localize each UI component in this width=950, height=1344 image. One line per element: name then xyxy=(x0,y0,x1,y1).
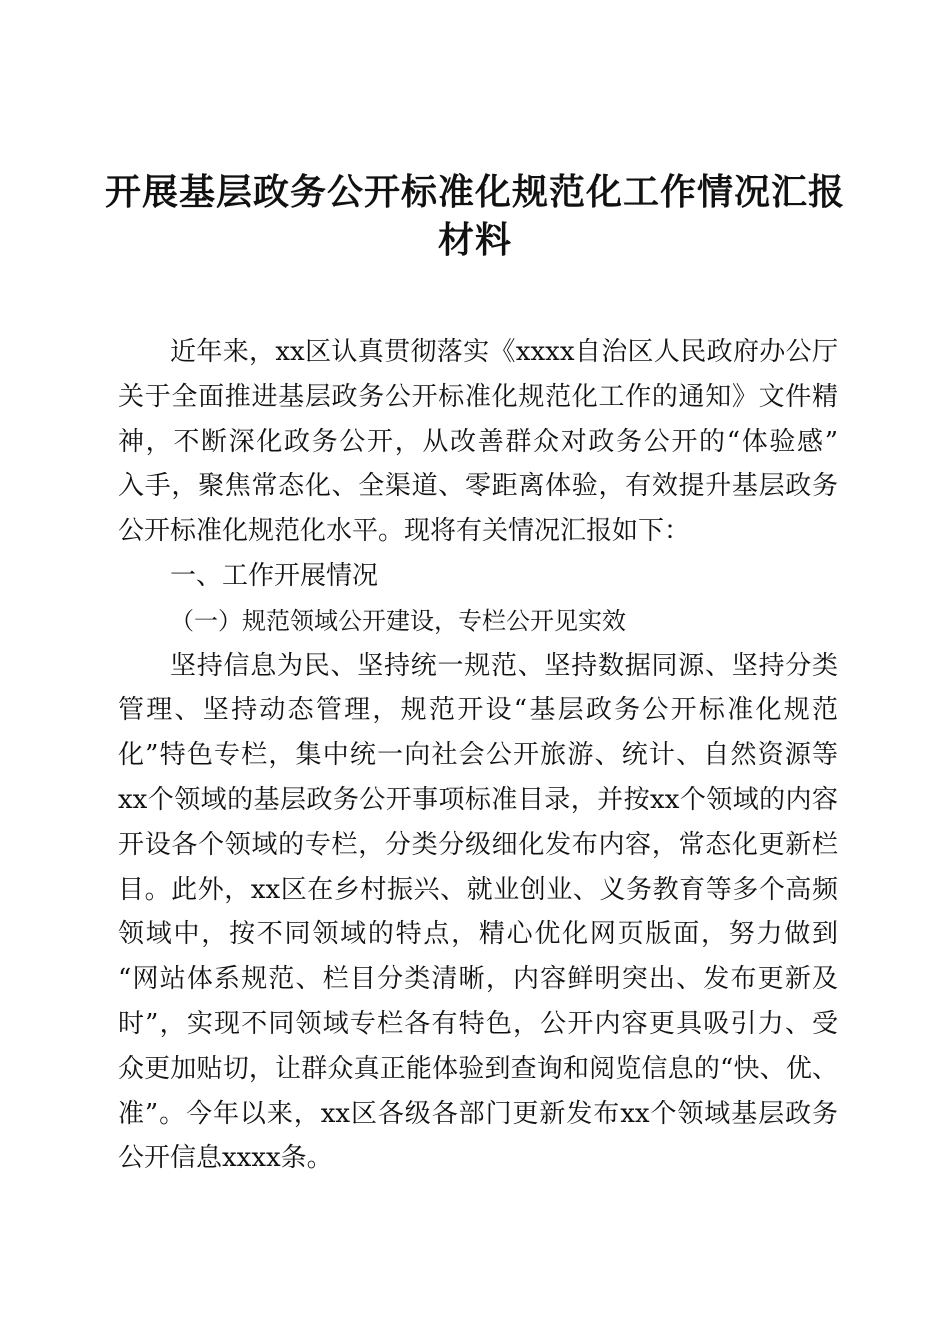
intro-line: 神，不断深化政务公开，从改善群众对政务公开的“体验感” xyxy=(118,426,838,457)
subsection-heading: （一）规范领域公开建设，专栏公开见实效 xyxy=(170,606,626,635)
section1-line: 准”。今年以来，xx区各级各部门更新发布xx个领域基层政务 xyxy=(118,1098,838,1129)
section1-line: 化”特色专栏，集中统一向社会公开旅游、统计、自然资源等 xyxy=(118,740,838,771)
section1-line: xx个领域的基层政务公开事项标准目录，并按xx个领域的内容 xyxy=(118,784,838,815)
section1-line: 目。此外，xx区在乡村振兴、就业创业、义务教育等多个高频 xyxy=(118,874,838,905)
section1-line: 管理、坚持动态管理，规范开设“基层政务公开标准化规范 xyxy=(118,695,838,726)
intro-line: 关于全面推进基层政务公开标准化规范化工作的通知》文件精 xyxy=(118,381,838,412)
section1-line: 领域中，按不同领域的特点，精心优化网页版面，努力做到 xyxy=(118,919,838,950)
title-line-1: 开展基层政务公开标准化规范化工作情况汇报 xyxy=(104,171,845,213)
intro-line: 公开标准化规范化水平。现将有关情况汇报如下： xyxy=(118,516,691,547)
intro-line: 入手，聚焦常态化、全渠道、零距离体验，有效提升基层政务 xyxy=(118,471,838,502)
section1-line: 公开信息xxxx条。 xyxy=(118,1143,333,1174)
title-line-2: 材料 xyxy=(437,219,512,261)
intro-line: 近年来，xx区认真贯彻落实《xxxx自治区人民政府办公厅 xyxy=(170,337,838,367)
section-heading: 一、工作开展情况 xyxy=(170,560,379,591)
section1-line: 时”，实现不同领域专栏各有特色，公开内容更具吸引力、受 xyxy=(118,1008,838,1039)
section1-line: 坚持信息为民、坚持统一规范、坚持数据同源、坚持分类 xyxy=(170,650,838,681)
section1-line: 众更加贴切，让群众真正能体验到查询和阅览信息的“快、优、 xyxy=(118,1053,838,1084)
document-body xyxy=(118,330,838,1181)
section1-line: “网站体系规范、栏目分类清晰，内容鲜明突出、发布更新及 xyxy=(118,964,838,995)
section1-line: 开设各个领域的专栏，分类分级细化发布内容，常态化更新栏 xyxy=(118,829,838,860)
document-title xyxy=(100,168,850,264)
